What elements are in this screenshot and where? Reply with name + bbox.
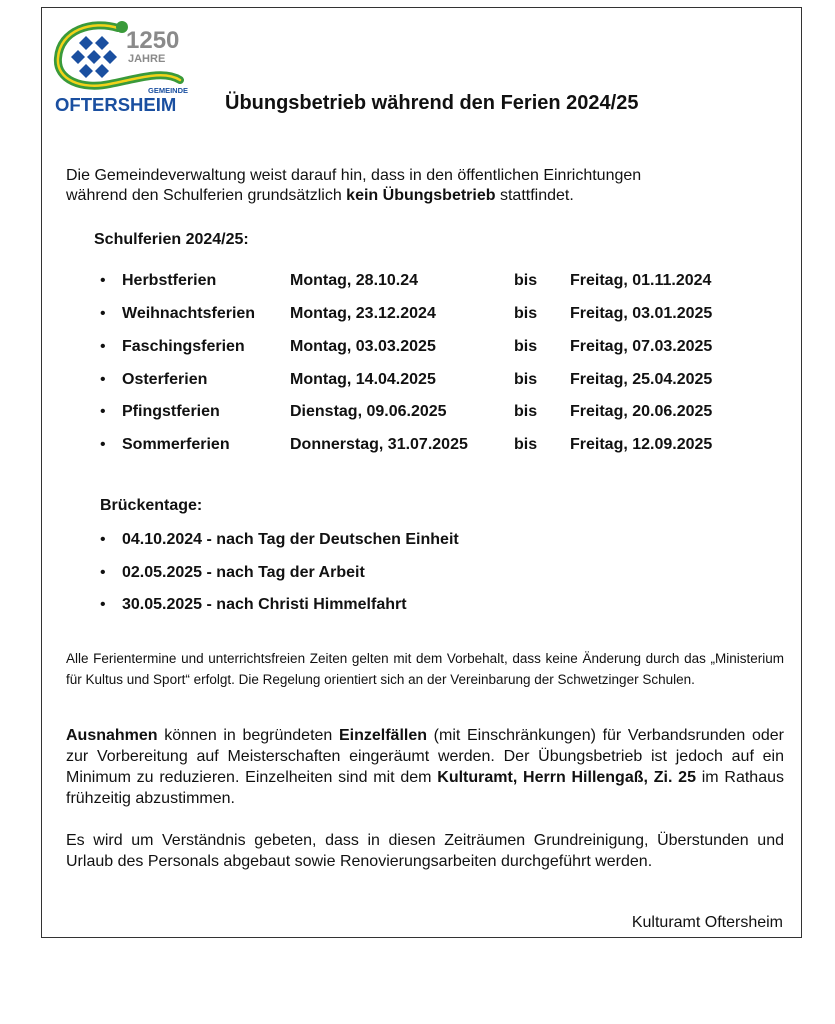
contact-person: Kulturamt, Herrn Hillengaß, Zi. 25 [437, 769, 696, 786]
exceptions-paragraph [66, 725, 784, 809]
exceptions-text-2: (mit Einschränkungen) für Verbandsrunden oder zur Vorbereitung auf Meisterschaften eingeräumt werden. Der Übungsbetrieb ist jedoch auf ein Minimum zu reduzieren. Einzelheiten sind mit dem [66, 727, 784, 786]
exceptions-text-1: können in begründeten [157, 727, 339, 744]
schulferien-heading: Schulferien 2024/25: [94, 231, 249, 248]
holiday-name: Pfingstferien [122, 403, 220, 420]
intro-line-2-end: stattfindet. [495, 187, 574, 204]
holiday-start: Donnerstag, 31.07.2025 [290, 436, 468, 453]
holiday-end: Freitag, 01.11.2024 [570, 272, 712, 289]
exceptions-keyword: Ausnahmen [66, 727, 158, 744]
holiday-bis: bis [514, 436, 538, 453]
intro-emphasis: kein Übungsbetrieb [346, 187, 496, 204]
svg-text:OFTERSHEIM: OFTERSHEIM [55, 94, 177, 115]
holiday-start: Montag, 14.04.2025 [290, 371, 436, 388]
holiday-end: Freitag, 07.03.2025 [570, 338, 713, 355]
holiday-name: Weihnachtsferien [122, 305, 256, 322]
holiday-bis: bis [514, 305, 538, 322]
holiday-start: Montag, 23.12.2024 [290, 305, 436, 322]
svg-text:JAHRE: JAHRE [128, 53, 166, 65]
holiday-end: Freitag, 12.09.2025 [570, 436, 713, 453]
bullet-icon: • [100, 338, 106, 355]
reservation-note: Alle Ferientermine und unterrichtsfreien Zeiten gelten mit dem Vorbehalt, dass keine Änderung durch das „Ministerium für Kultus und Sport“ erfolgt. Die Regelung orientiert sich an der Vereinbarung der Schwetzinger Schulen. [66, 651, 784, 687]
holiday-end: Freitag, 20.06.2025 [570, 403, 713, 420]
bullet-icon: • [100, 564, 106, 581]
svg-text:GEMEINDE: GEMEINDE [148, 86, 189, 95]
holiday-end: Freitag, 03.01.2025 [570, 305, 713, 322]
holiday-name: Faschingsferien [122, 338, 245, 355]
single-cases-keyword: Einzelfällen [338, 727, 428, 744]
holiday-bis: bis [514, 403, 538, 420]
bridge-day-text: 02.05.2025 - nach Tag der Arbeit [122, 564, 365, 581]
bullet-icon: • [100, 305, 106, 322]
intro-text [66, 166, 766, 206]
holiday-start: Dienstag, 09.06.2025 [290, 403, 447, 420]
bullet-icon: • [100, 436, 106, 453]
holiday-end: Freitag, 25.04.2025 [570, 371, 713, 388]
municipality-logo [52, 18, 192, 116]
bullet-icon: • [100, 272, 106, 289]
holiday-bis: bis [514, 371, 538, 388]
page-title: Übungsbetrieb während den Ferien 2024/25 [225, 92, 639, 114]
exceptions-text-3: im Rathaus frühzeitig abzustimmen. [66, 769, 784, 807]
bullet-icon: • [100, 596, 106, 613]
holiday-bis: bis [514, 338, 538, 355]
intro-line-2-start: während den Schulferien grundsätzlich [66, 187, 347, 204]
bullet-icon: • [100, 371, 106, 388]
brueckentage-heading: Brückentage: [100, 497, 203, 514]
intro-line-1: Die Gemeindeverwaltung weist darauf hin, dass in den öffentlichen Einrichtungen [66, 167, 642, 184]
signature: Kulturamt Oftersheim [631, 914, 783, 931]
understanding-paragraph: Es wird um Verständnis gebeten, dass in diesen Zeiträumen Grundreinigung, Überstunden und Urlaub des Personals abgebaut sowie Renovierungsarbeiten durchgeführt werden. [66, 832, 784, 870]
holiday-start: Montag, 28.10.24 [290, 272, 419, 289]
holiday-start: Montag, 03.03.2025 [290, 338, 436, 355]
bridge-day-text: 04.10.2024 - nach Tag der Deutschen Einheit [122, 531, 459, 548]
holiday-name: Sommerferien [122, 436, 230, 453]
holiday-name: Osterferien [122, 371, 208, 388]
svg-text:1250: 1250 [126, 27, 180, 54]
logo-emblem-icon [52, 18, 192, 116]
bullet-icon: • [100, 531, 106, 548]
bridge-day-text: 30.05.2025 - nach Christi Himmelfahrt [122, 596, 407, 613]
bullet-icon: • [100, 403, 106, 420]
holiday-name: Herbstferien [122, 272, 217, 289]
holiday-bis: bis [514, 272, 538, 289]
